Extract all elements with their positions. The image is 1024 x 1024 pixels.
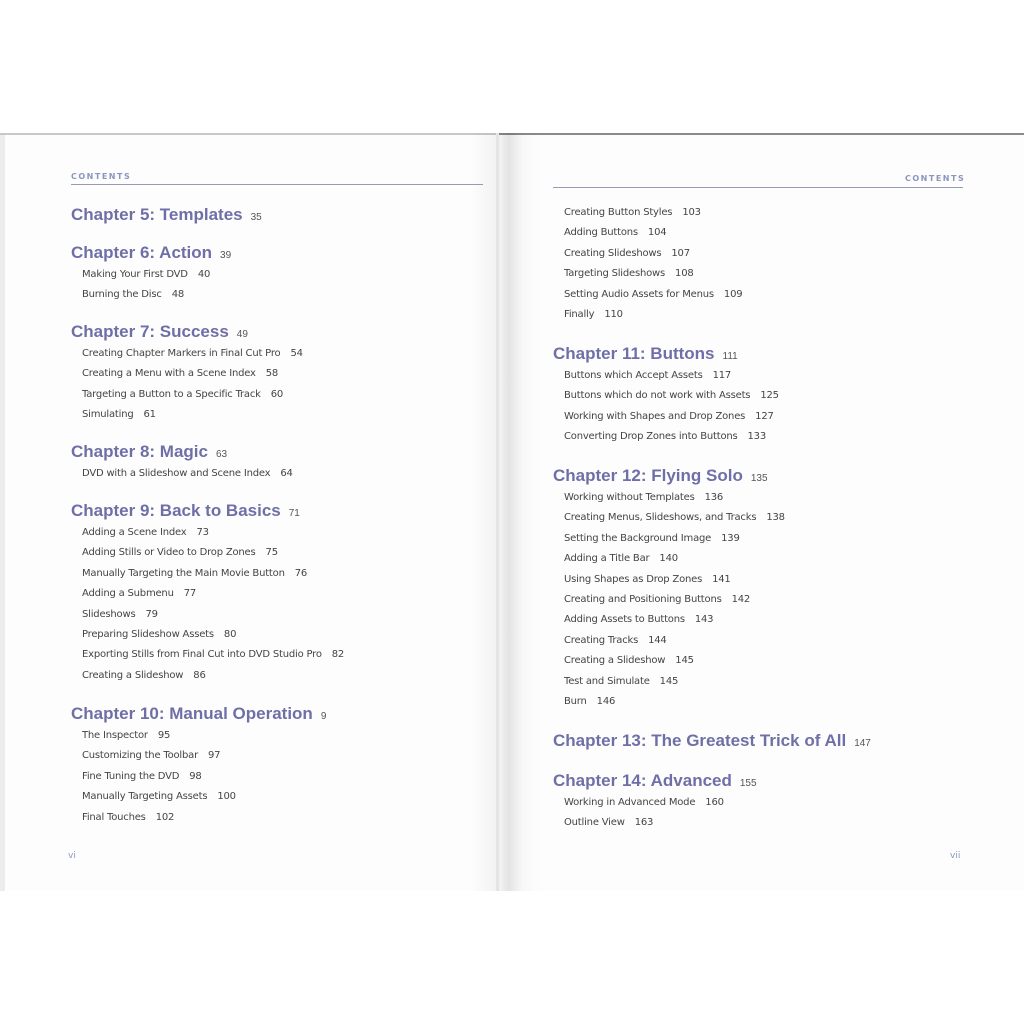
chapter-heading-title: Chapter 10: Manual Operation [71,704,313,723]
toc-entry [564,411,774,422]
toc-entry [564,492,723,503]
toc-entry-title: Targeting Slideshows [564,268,666,280]
toc-entry-page-number: 117 [712,370,732,381]
toc-entry-title: Adding Buttons [564,227,638,239]
toc-entry [82,468,293,479]
toc-entry-page-number: 79 [145,608,158,620]
toc-entry-title: Burn [564,696,587,707]
toc-entry-page-number: 64 [280,468,293,479]
toc-entry-page-number: 141 [712,573,731,585]
toc-entry [82,791,236,802]
toc-entry-title: Final Touches [82,811,146,823]
toc-entry-title: Adding a Scene Index [82,527,187,538]
toc-entry [564,574,731,585]
toc-entry-page-number: 140 [659,553,678,565]
toc-entry-title: Creating Button Styles [564,207,673,218]
toc-entry [564,207,701,218]
toc-entry-title: Outline View [564,817,625,829]
toc-entry-title: Creating Menus, Slideshows, and Tracks [564,512,757,524]
toc-entry-page-number: 103 [682,207,701,218]
toc-entry-title: Simulating [82,409,134,421]
toc-entry-title: Targeting a Button to a Specific Track [82,388,261,400]
toc-entry-title: Converting Drop Zones into Buttons [564,431,738,443]
toc-entry-title: Buttons which Accept Assets [564,370,703,381]
toc-entry-page-number: 102 [155,811,175,823]
chapter-heading [71,442,227,462]
toc-entry-page-number: 139 [721,532,740,544]
toc-entry [564,655,694,666]
page-edge [0,135,5,891]
toc-entry-page-number: 54 [290,348,303,359]
toc-entry-title: Working without Templates [564,492,695,503]
chapter-heading-page-number: 63 [215,449,228,460]
toc-entry-page-number: 76 [294,567,308,579]
toc-entry [82,649,344,660]
toc-entry [82,527,209,538]
toc-entry-page-number: 58 [265,368,279,380]
toc-entry-title: Working with Shapes and Drop Zones [564,410,746,422]
toc-entry-page-number: 142 [731,594,751,605]
toc-entry-page-number: 133 [747,431,767,443]
chapter-heading-title: Chapter 11: Buttons [553,344,715,363]
toc-entry-title: Slideshows [82,608,136,620]
toc-entry-page-number: 97 [207,750,221,762]
toc-entry [564,512,785,523]
chapter-heading-page-number: 9 [320,711,327,722]
chapter-heading-title: Chapter 6: Action [71,243,213,262]
toc-entry-page-number: 110 [604,309,623,320]
chapter-heading [553,731,871,751]
toc-entry-page-number: 163 [634,817,654,829]
chapter-heading [553,344,738,364]
toc-entry-title: Creating Chapter Markers in Final Cut Pro [82,348,281,359]
toc-entry [82,588,196,599]
toc-entry-title: Preparing Slideshow Assets [82,629,214,640]
toc-entry-title: Buttons which do not work with Assets [564,390,751,402]
toc-entry-page-number: 125 [760,390,779,402]
toc-entry-title: Creating and Positioning Buttons [564,594,722,605]
chapter-heading-page-number: 49 [236,329,248,340]
toc-entry [564,635,667,646]
right-page [498,133,1024,891]
toc-entry-page-number: 100 [217,791,236,803]
chapter-heading-page-number: 111 [722,351,738,362]
toc-entry [564,227,666,238]
toc-entry-page-number: 82 [331,649,345,661]
toc-entry-title: Working in Advanced Mode [564,797,696,808]
toc-entry [564,431,766,442]
header-rule [71,184,483,185]
chapter-heading-title: Chapter 9: Back to Basics [71,501,281,520]
toc-entry [82,812,174,823]
toc-entry [82,670,206,681]
toc-entry-page-number: 80 [223,629,237,640]
toc-entry-title: Creating Slideshows [564,247,662,259]
toc-entry-page-number: 73 [196,527,209,538]
toc-entry [564,289,742,300]
toc-entry [82,609,158,620]
toc-entry-page-number: 138 [766,512,785,524]
toc-entry-page-number: 95 [157,730,171,741]
toc-entry-title: Exporting Stills from Final Cut into DVD Studio Pro [82,649,322,661]
toc-entry-title: Using Shapes as Drop Zones [564,573,703,585]
open-book-spread [0,133,1024,891]
chapter-heading-page-number: 135 [750,473,768,484]
toc-entry-page-number: 107 [671,247,690,259]
chapter-heading [71,322,248,342]
toc-entry [82,750,220,761]
toc-entry [564,676,678,687]
left-page [0,133,498,891]
chapter-heading [71,243,231,263]
toc-entry-page-number: 77 [183,588,197,600]
toc-entry [82,771,202,782]
toc-entry-title: Creating Tracks [564,634,639,646]
toc-entry [82,389,283,400]
chapter-heading-page-number: 71 [288,508,300,519]
toc-entry-title: Adding Assets to Buttons [564,614,685,626]
toc-entry-title: Finally [564,309,595,320]
chapter-heading-page-number: 155 [739,778,757,789]
toc-entry-page-number: 146 [596,696,616,707]
toc-entry-title: Adding a Title Bar [564,553,650,565]
toc-entry-title: Creating a Menu with a Scene Index [82,368,256,380]
chapter-heading-title: Chapter 13: The Greatest Trick of All [553,731,847,750]
toc-entry-page-number: 145 [659,675,679,687]
toc-entry [82,409,156,420]
toc-entry-title: Setting the Background Image [564,532,712,544]
toc-entry-page-number: 61 [143,409,156,421]
chapter-heading-title: Chapter 5: Templates [71,205,243,224]
toc-entry-title: Manually Targeting the Main Movie Button [82,567,285,579]
toc-entry-page-number: 40 [197,269,211,280]
toc-entry-page-number: 60 [270,388,284,400]
toc-entry-page-number: 109 [723,288,743,300]
chapter-heading [553,771,757,791]
toc-entry-title: Setting Audio Assets for Menus [564,288,714,300]
toc-entry [564,594,750,605]
spine-edge [496,133,499,891]
chapter-heading [71,205,262,225]
toc-entry-page-number: 136 [704,492,724,503]
toc-entry [82,368,278,379]
toc-entry-page-number: 75 [265,547,278,559]
toc-entry-page-number: 160 [705,797,724,808]
chapter-heading-title: Chapter 7: Success [71,322,229,341]
toc-entry [82,547,278,558]
toc-entry [564,553,678,564]
toc-entry-title: Adding a Submenu [82,588,174,600]
toc-entry [82,568,307,579]
running-head: CONTENTS [71,172,132,181]
toc-entry-title: Creating a Slideshow [82,669,184,681]
chapter-heading-title: Chapter 14: Advanced [553,771,732,790]
toc-entry [82,348,303,359]
toc-entry [564,390,779,401]
toc-entry-page-number: 48 [171,289,185,301]
toc-entry [564,696,615,707]
toc-entry [82,730,170,741]
toc-entry [564,614,713,625]
toc-entry-title: Fine Tuning the DVD [82,770,180,782]
chapter-heading [553,466,768,486]
toc-entry-title: Customizing the Toolbar [82,750,198,762]
toc-entry-title: DVD with a Slideshow and Scene Index [82,468,271,479]
toc-entry [564,309,623,320]
toc-entry-title: Creating a Slideshow [564,655,666,667]
toc-entry [564,248,690,259]
toc-entry-page-number: 127 [755,410,774,422]
toc-entry-page-number: 86 [193,669,206,681]
toc-entry-page-number: 98 [189,770,202,782]
toc-entry-title: Burning the Disc [82,289,162,301]
running-head: CONTENTS [905,174,966,183]
toc-entry-page-number: 104 [647,227,667,239]
chapter-heading-page-number: 35 [250,212,262,223]
chapter-heading-title: Chapter 8: Magic [71,442,208,461]
toc-entry-page-number: 144 [648,634,667,646]
chapter-heading-page-number: 147 [854,738,871,749]
toc-entry [564,533,740,544]
chapter-heading-page-number: 39 [220,250,232,261]
toc-entry-title: Adding Stills or Video to Drop Zones [82,547,256,559]
toc-entry-page-number: 143 [694,614,714,626]
chapter-heading [71,501,300,521]
chapter-heading-title: Chapter 12: Flying Solo [553,466,743,485]
header-rule [553,187,963,188]
toc-entry-title: The Inspector [82,730,148,741]
toc-entry-page-number: 108 [675,268,694,280]
toc-entry [564,817,653,828]
toc-entry-page-number: 145 [675,655,694,667]
toc-entry-title: Test and Simulate [564,675,650,687]
toc-entry [564,268,694,279]
toc-entry-title: Making Your First DVD [82,269,188,280]
toc-entry-title: Manually Targeting Assets [82,791,208,803]
toc-entry [82,269,210,280]
page-folio: vi [68,851,76,861]
toc-entry [82,629,236,640]
chapter-heading [71,704,326,724]
toc-entry [82,289,184,300]
toc-entry [564,370,731,381]
toc-entry [564,797,724,808]
page-folio: vii [950,851,961,861]
